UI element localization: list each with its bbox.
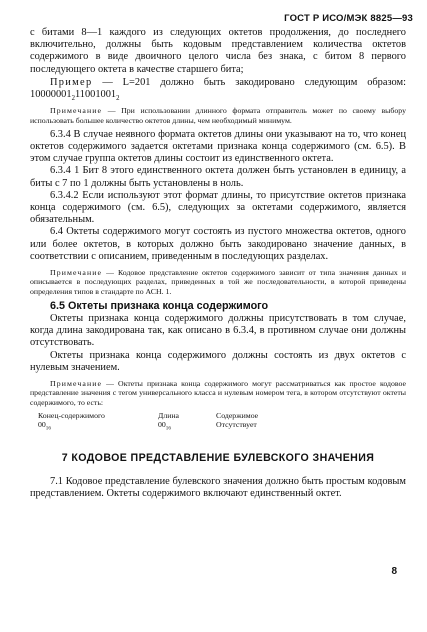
note-content-octets — [30, 268, 406, 296]
note-long-format — [30, 106, 406, 125]
table-header-length: Длина — [158, 410, 180, 420]
example-text-b: 11001001 — [74, 89, 117, 101]
example-subscript-2: 2 — [116, 95, 120, 103]
table-cell-contents: Отсутствует — [216, 420, 257, 430]
table-cell-length: $00_{16}$ — [158, 420, 171, 432]
end-of-contents-table — [30, 411, 406, 430]
section-6-4: 6.4 Октеты содержимого могут состоять из пустого множества октетов, одного или более октетов, в которых должно быть закодировано значение данных, в соответствии с описанием, приведенным в последующих разделах. — [30, 226, 406, 262]
section-6-5-paragraph-2: Октеты признака конца содержимого должны состоять из двух октетов с нулевым значением. — [30, 349, 406, 373]
section-6-3-4-1: 6.3.4 1 Бит 8 этого единственного октета должен быть установлен в единицу, а биты с 7 по 1 должны быть установлены в ноль. — [30, 165, 406, 189]
section-heading-7: 7 КОДОВОЕ ПРЕДСТАВЛЕНИЕ БУЛЕВСКОГО ЗНАЧЕНИЯ — [61, 452, 375, 465]
note-end-of-contents — [30, 379, 406, 407]
document-body — [30, 27, 406, 500]
section-heading-6-5: 6.5 Октеты признака конца содержимого — [50, 299, 269, 312]
example-text-a: — L=201 должно быть закодировано следующим образом: 10000001 — [30, 76, 406, 101]
table-header-contents: Содержимое — [216, 410, 259, 420]
page-number: 8 — [391, 566, 397, 577]
note-label: Примечание — [50, 106, 103, 116]
section-6-3-4-2: 6.3.4.2 Если используют этот формат длины, то присутствие октетов признака конца содержимого (см. 6.5), следующих за октетами содержимого, является обязательным. — [30, 189, 406, 226]
section-7-1: 7.1 Кодовое представление булевского значения должно быть простым кодовым представлением. Октеты содержимого включают единственный октет. — [30, 476, 406, 500]
note-text: — Октеты признака конца содержимого могут рассматриваться как простое кодовое представление значения с тегом универсального класса и нулевым номером тега, в котором отсутствуют октеты содержимого, то есть: — [30, 378, 406, 407]
example-subscript-1: 2 — [71, 95, 75, 103]
note-text: — При использовании длинного формата отправитель может по своему выбору использовать большее количество октетов длины, чем необходимый минимум. — [30, 106, 406, 125]
paragraph-continuation: с битами 8—1 каждого из следующих октетов продолжения, до последнего включительно, должны быть кодовым представлением количества октетов содержимого в виде двоичного целого числа без знака, с битом 8 первого последующего октета в качестве старшего бита; — [30, 27, 406, 75]
note-text: — Кодовое представление октетов содержимого зависит от типа значения данных и описывается в последующих разделах, приведенных в той же последовательности, в которой приведены определения типов в стандарте по АСН. 1. — [30, 268, 406, 296]
note-label: Примечание — [50, 378, 103, 388]
section-6-5-paragraph-1: Октеты признака конца содержимого должны присутствовать в том случае, когда длина закодирована так, как описано в 6.3.4, в противном случае они должны отсутствовать. — [30, 312, 406, 349]
table-header-end-of-contents: Конец-содержимого — [38, 410, 105, 420]
note-label: Примечание — [50, 268, 103, 278]
standard-header: ГОСТ Р ИСО/МЭК 8825—93 — [284, 13, 413, 24]
example-label: Пример — [50, 76, 93, 88]
section-6-3-4: 6.3.4 В случае неявного формата октетов длины они указывают на то, что конец октетов содержимого задается октетами признака конца содержимого (см. 6.5). В этом случае группа октетов длины состоит из единственного октета. — [30, 128, 406, 165]
table-cell-end-of-contents: $00_{16}$ — [38, 420, 51, 432]
example-paragraph — [30, 77, 406, 101]
